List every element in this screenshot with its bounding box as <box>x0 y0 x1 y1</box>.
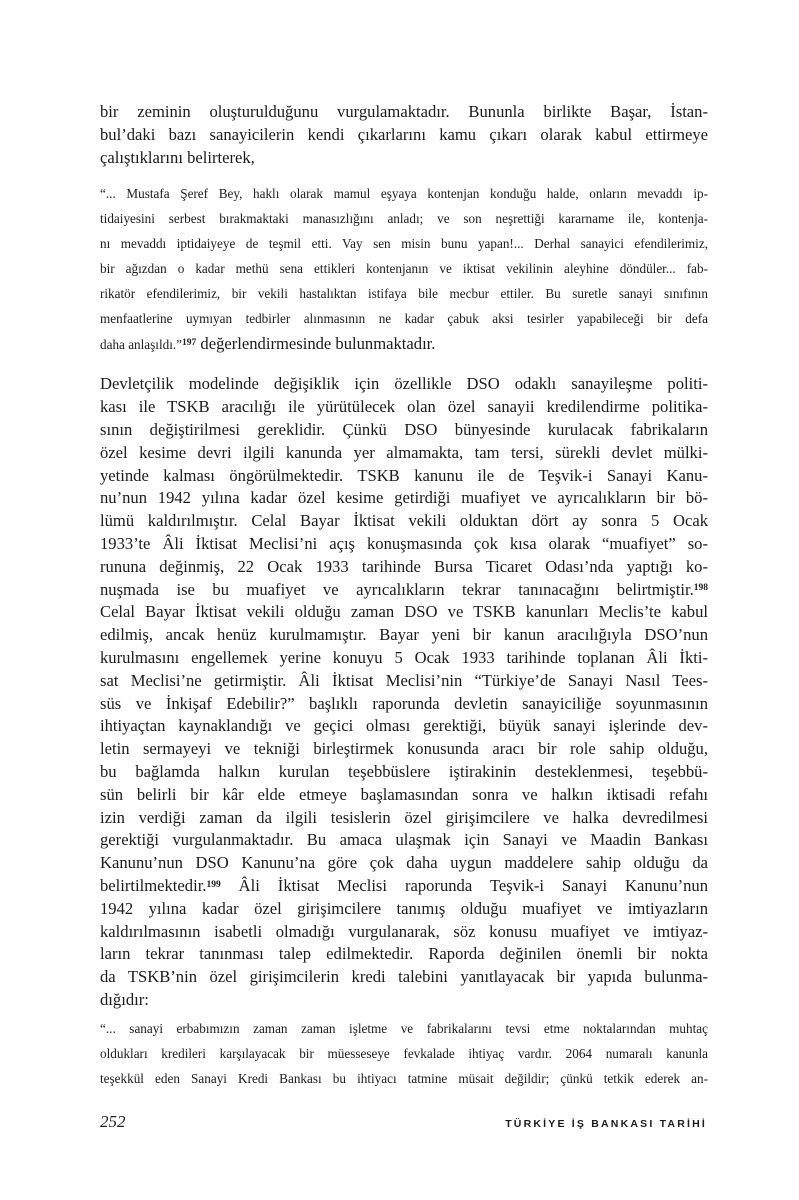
text-segment: belirtilmektedir. <box>100 875 207 895</box>
text-segment: çalıştıklarını belirterek, <box>100 147 255 167</box>
text-segment: “... Mustafa Şeref Bey, haklı olarak mamul eşyaya kontenjan konduğu halde, onların mevaddı ip- <box>100 186 708 202</box>
text-segment: ların tekrar tanınması talep edilmektedir. Raporda değinilen önemli bir nokta <box>100 944 708 964</box>
text-segment: kaldırılmasının isabetli olmadığı vurgulanarak, söz konusu muafiyet ve imtiyaz- <box>100 921 708 941</box>
text-segment: edilmiş, ancak henüz kurulmamıştır. Bayar yeni bir kanun aracılığıyla DSO’nun <box>100 625 708 645</box>
footnote-reference: 198 <box>693 583 708 594</box>
text-segment: yetinde kalması öngörülmektedir. TSKB kanunu ile de Teşvik-i Sanayi Kanu- <box>100 465 708 485</box>
blockquote-basar <box>100 181 708 357</box>
text-line <box>100 373 708 396</box>
text-segment: 1933’te Âli İktisat Meclisi’ni açış konuşmasında çok kısa olarak “muafiyet” so- <box>100 533 708 553</box>
text-segment: lümü kaldırılmıştır. Celal Bayar İktisat vekili olduktan dört ay sonra 5 Ocak <box>100 511 708 531</box>
text-line <box>100 419 708 442</box>
text-segment: “... sanayi erbabımızın zaman zaman işletme ve fabrikalarını tevsi etme noktalarından muhtaç <box>100 1020 708 1036</box>
text-line <box>100 693 708 716</box>
text-segment: teşekkül eden Sanayi Kredi Bankası bu ihtiyacı tatmine müsait değildir; çünkü tetkik ederek an- <box>100 1070 708 1086</box>
text-line <box>100 442 708 465</box>
text-segment: letin sermayeyi ve tekniği birleştirmek konusunda aracı bir role sahip olduğu, <box>100 739 708 759</box>
text-segment: ihtiyaçtan kaynaklandığı ve geçici olması gerektiği, büyük sanayi işlerinde dev- <box>100 716 708 736</box>
text-line <box>100 601 708 624</box>
text-segment: Âli İktisat Meclisi raporunda Teşvik-i Sanayi Kanunu’nun <box>220 875 708 895</box>
text-line <box>100 898 708 921</box>
text-line <box>100 331 708 357</box>
text-segment: bir zeminin oluşturulduğunu vurgulamaktadır. Bununla birlikte Başar, İstan- <box>100 102 708 121</box>
text-line <box>100 281 708 306</box>
text-line <box>100 556 708 579</box>
page-number: 252 <box>100 1112 126 1131</box>
text-line <box>100 715 708 738</box>
text-line <box>100 647 708 670</box>
text-line <box>100 256 708 281</box>
text-segment: da TSKB’nin özel girişimcilerin kredi talebini yanıtlayacak bir yapıda bulunma- <box>100 967 708 987</box>
text-line <box>100 784 708 807</box>
text-line <box>100 966 708 989</box>
text-line <box>100 624 708 647</box>
text-line <box>100 670 708 693</box>
text-line <box>100 989 708 1012</box>
text-line <box>100 807 708 830</box>
text-segment: oldukları kredileri karşılayacak bir müesseseye fevkalade ihtiyaç vardır. 2064 numaralı kanunla <box>100 1045 708 1061</box>
text-line <box>100 465 708 488</box>
text-segment: sün belirli bir kâr elde etmeye başlamasından sonra ve halkın iktisadi refahı <box>100 784 708 804</box>
text-line <box>100 396 708 419</box>
text-segment: sat Meclisi’ne getirmiştir. Âli İktisat Meclisi’nin “Türkiye’de Sanayi Nasıl Tees- <box>100 670 708 690</box>
text-line <box>100 761 708 784</box>
text-segment: rununa değinmiş, 22 Ocak 1933 tarihinde Bursa Ticaret Odası’nda yaptığı ko- <box>100 556 708 576</box>
text-line <box>100 101 708 124</box>
text-segment: dığıdır: <box>100 989 149 1009</box>
blockquote-report <box>100 1016 708 1091</box>
page-footer <box>100 1112 707 1132</box>
text-line <box>100 487 708 510</box>
text-line <box>100 738 708 761</box>
text-line <box>100 510 708 533</box>
text-segment: özel kesime devri ilgili kanunda yer almamakta, tam tersi, sürekli devlet mülki- <box>100 442 708 462</box>
text-line <box>100 921 708 944</box>
footnote-reference: 197 <box>182 338 197 349</box>
text-line <box>100 875 708 898</box>
text-line <box>100 579 708 602</box>
text-line <box>100 231 708 256</box>
text-line <box>100 181 708 206</box>
text-segment: tidaiyesini serbest bırakmaktaki manasızlığını anladı; ve son neşrettiği kararname ile, kontenja- <box>100 211 708 227</box>
text-segment: değerlendirmesinde bulunmaktadır. <box>196 334 436 354</box>
text-segment: 1942 yılına kadar özel girişimcilere tanımış olduğu muafiyet ve imtiyazların <box>100 898 708 918</box>
text-line <box>100 829 708 852</box>
text-segment: menfaatlerine uymıyan tedbirler alınmasının ne kadar çabuk aksi tesirler yapabileceği bir defa <box>100 311 708 327</box>
running-title: TÜRKİYE İŞ BANKASI TARİHİ <box>505 1118 707 1130</box>
text-segment: kası ile TSKB aracılığı ile yürütülecek olan özel sanayii kredilendirme politika- <box>100 397 708 417</box>
text-segment: bu bağlamda halkın kurulan teşebbüslere iştirakinin desteklenmesi, teşebbü- <box>100 761 708 781</box>
text-line <box>100 1016 708 1041</box>
text-segment: kurulmasını engellemek yerine konuyu 5 Ocak 1933 tarihinde toplanan Âli İkti- <box>100 647 708 667</box>
text-segment: sının değiştirilmesi gereklidir. Çünkü DSO bünyesinde kurulacak fabrikaların <box>100 419 708 439</box>
text-segment: nı mevaddı iptidaiyeye de teşmil etti. Vay sen misin bunu yapan!... Derhal sanayici efendilerimiz, <box>100 236 708 252</box>
paragraph-continuation <box>100 101 708 169</box>
text-line <box>100 206 708 231</box>
text-segment: bul’daki bazı sanayicilerin kendi çıkarlarını kamu çıkarı olarak kabul ettirmeye <box>100 124 708 144</box>
text-line <box>100 1041 708 1066</box>
text-segment: nu’nun 1942 yılına kadar özel kesime getirdiği muafiyet ve ayrıcalıkların bir bö- <box>100 488 708 508</box>
text-segment: Celal Bayar İktisat vekili olduğu zaman DSO ve TSKB kanunları Meclis’te kabul <box>100 602 708 622</box>
text-segment: daha anlaşıldı.” <box>100 337 183 353</box>
paragraph-devletcilik <box>100 373 708 1011</box>
text-segment: rikatör efendilerimiz, bir vekili hastalıktan istifaya bile mecbur ettiler. Bu suretle sanayi sınıfının <box>100 286 708 302</box>
text-segment: gerektiği vurgulanmaktadır. Bu amaca ulaşmak için Sanayi ve Maadin Bankası <box>100 830 708 850</box>
text-segment: Kanunu’nun DSO Kanunu’na göre çok daha uygun maddelere sahip olduğu da <box>100 853 708 873</box>
text-segment: izin verdiği zaman da ilgili tesislerin özel girişimcilere ve halka devredilmesi <box>100 807 708 827</box>
footnote-reference: 199 <box>206 879 221 890</box>
text-line <box>100 943 708 966</box>
text-segment: bir ağızdan o kadar methü sena ettikleri kontenjanın ve iktisat vekilinin aleyhine döndüler... fab- <box>100 261 708 277</box>
text-line <box>100 306 708 331</box>
text-line <box>100 147 708 170</box>
text-line <box>100 533 708 556</box>
text-line <box>100 124 708 147</box>
text-line <box>100 852 708 875</box>
text-segment: süs ve İnkişaf Edebilir?” başlıklı raporunda devletin sanayiciliğe soyunmasının <box>100 693 708 713</box>
text-segment: nuşmada ise bu muafiyet ve ayrıcalıkların tekrar tanınacağını belirtmiştir. <box>100 579 694 599</box>
text-column <box>100 101 708 1091</box>
text-segment: Devletçilik modelinde değişiklik için özellikle DSO odaklı sanayileşme politi- <box>100 374 708 394</box>
text-line <box>100 1066 708 1091</box>
